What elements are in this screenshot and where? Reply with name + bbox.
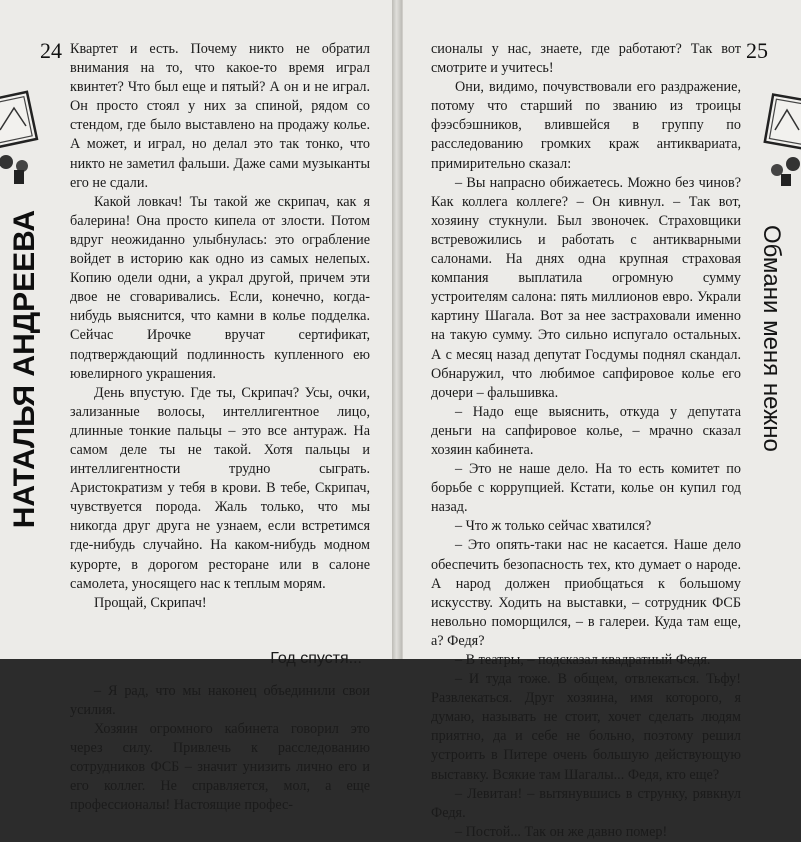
right-page [402, 0, 801, 840]
paragraph: сионалы у нас, знаете, где работают? Так вот смотрите и учитесь! [431, 41, 741, 77]
left-body-text [70, 40, 370, 816]
book-title-vertical: Обмани меня нежно [758, 225, 785, 452]
page-number: 25 [746, 38, 768, 63]
paragraph: – Это опять-таки нас не касается. Наше дело обеспечить безопасность тех, кто думает о народе. А народ должен приобщаться к большому искусству. Ходить на выставки, – сотрудник ФСБ невольно поморщился, – в галереи. Куда там еще, а? Федя? [431, 537, 741, 649]
paragraph: – Вы напрасно обижаетесь. Можно без чинов? Как коллега коллеге? – Он кивнул. – Так вот, хозяину стукнули. Был звоночек. Страховщики встревожились и работать с антикварными салонами. На днях одна крупная страховая компания выплатила огромную сумму устроителям салона: пять миллионов евро. Украли картину Шагала. Вот за нее застраховали именно на такую сумму. Это сильно испугало остальных. А с месяц назад депутат Госдумы поднял скандал. Обнаружил, что любимое сапфировое колье его дочери – фальшивка. [431, 174, 741, 401]
paragraph: Хозяин огромного кабинета говорил это через силу. Привлечь к расследованию сотрудников ФСБ – значит унизить лично его и его коллег. Не справляется, мол, а еще профессионалы! Настоящие профес- [70, 721, 370, 814]
paragraph: – Левитан! – вытянувшись в струнку, рявкнул Федя. [431, 785, 741, 821]
paragraph: – Я рад, что мы наконец объединили свои усилия. [70, 682, 370, 718]
paragraph: – Это не наше дело. На то есть комитет по борьбе с коррупцией. Кстати, колье он купил год назад. [431, 461, 741, 516]
paragraph: Они, видимо, почувствовали его раздражение, потому что старший по званию из троицы фээсбэшников, влившейся в группу по расследованию громких краж антиквариата, примирительно сказал: [431, 79, 741, 172]
author-name-vertical: НАТАЛЬЯ АНДРЕЕВА [8, 210, 41, 529]
paragraph: Какой ловкач! Ты такой же скрипач, как я балерина! Она просто кипела от злости. Потом вдруг неожиданно улыбнулась: это ограбление войдет в историю как одно из самых нелепых. Копию одели одни, а украл другой, причем эти двое не сговаривались. Если, конечно, когда-нибудь выяснится, что камни в колье подделка. Сейчас Ирочке вручат сертификат, подтверждающий подлинность купленного ею ювелирного украшения. [70, 193, 370, 382]
paragraph: – Постой... Так он же давно помер! [455, 823, 668, 840]
paragraph: – И туда тоже. В общем, отвлекаться. Тьфу! Развлекаться. Друг хозяина, имя которого, я думаю, называть не стоит, хочет сделать людям приятно, да и себе не больно, поэтому решил устроить в Питере очень большую действующую выставку. Всякие там Шагалы... Федя, кто еще? [431, 671, 741, 783]
page-number: 24 [40, 38, 62, 63]
paragraph: Прощай, Скрипач! [94, 594, 207, 611]
framed-picture-emblem [763, 80, 801, 190]
paragraph: – Что ж только сейчас хватился? [455, 518, 652, 535]
paragraph: Квартет и есть. Почему никто не обратил внимания на то, что какое-то время играл квинтет? Что был еще и пятый? А он и не играл. Он просто стоял у них за спиной, рядом со стендом, где было выставлено на продажу колье. А может, и играл, но делал это так тонко, что никто не заметил фальши. Даже сами музыканты его не сдали. [70, 41, 370, 191]
framed-picture-emblem [0, 78, 38, 188]
paragraph: – В театры, – подсказал квадратный Федя. [455, 652, 711, 668]
paragraph: – Надо еще выяснить, откуда у депутата деньги на сапфировое колье, – мрачно сказал хозяин кабинета. [431, 403, 741, 458]
right-body-text [431, 40, 741, 842]
section-heading: Год спустя... [270, 649, 362, 667]
book-gutter [392, 0, 402, 659]
left-page [0, 0, 393, 814]
paragraph: День впустую. Где ты, Скрипач? Усы, очки, зализанные волосы, интеллигентное лицо, длинные тонкие пальцы – это все антураж. На самом деле ты не такой. Хотя пальцы и интеллигентности трудно сыграть. Аристократизм у тебя в крови. В тебе, Скрипач, чувствуется порода. Жаль только, что мы никогда друг друга не узнаем, если встретимся где-нибудь случайно. На каком-нибудь модном курорте, в дорогом ресторане или в салоне самолета, уносящего нас к теплым морям. [70, 384, 370, 592]
